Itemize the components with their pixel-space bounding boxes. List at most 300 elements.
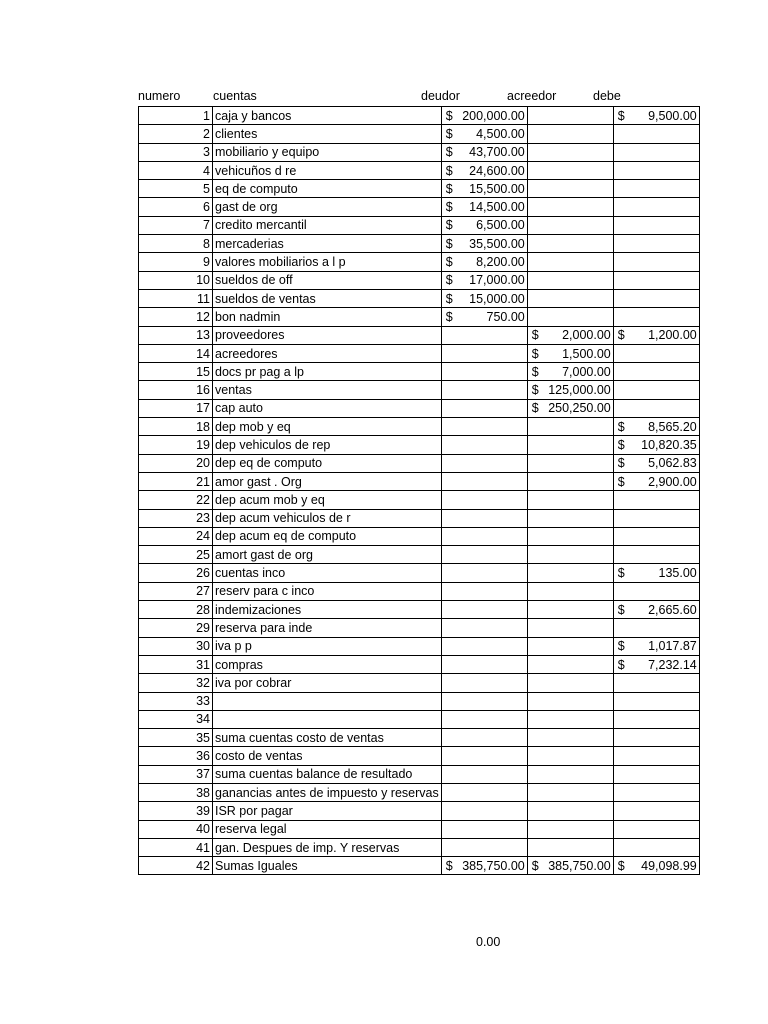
cell-numero[interactable]: 14 bbox=[139, 344, 213, 362]
cell-acreedor[interactable] bbox=[527, 253, 613, 271]
cell-debe[interactable] bbox=[613, 783, 699, 801]
cell-acreedor[interactable] bbox=[527, 107, 613, 125]
cell-debe[interactable] bbox=[613, 271, 699, 289]
cell-deudor[interactable] bbox=[441, 289, 527, 307]
amount-value: 2,665.60 bbox=[648, 602, 697, 617]
cell-deudor[interactable] bbox=[441, 619, 527, 637]
table-row bbox=[139, 601, 700, 619]
cell-deudor[interactable] bbox=[441, 472, 527, 490]
currency-symbol: $ bbox=[617, 328, 625, 343]
cell-debe[interactable] bbox=[613, 802, 699, 820]
cell-cuenta[interactable]: reserva legal bbox=[213, 820, 442, 838]
header-numero: numero bbox=[138, 89, 181, 103]
cell-debe[interactable] bbox=[613, 692, 699, 710]
cell-debe[interactable] bbox=[613, 564, 699, 582]
cell-acreedor[interactable] bbox=[527, 655, 613, 673]
cell-debe[interactable] bbox=[613, 143, 699, 161]
table-row bbox=[139, 289, 700, 307]
cell-debe[interactable] bbox=[613, 747, 699, 765]
cell-numero[interactable]: 8 bbox=[139, 235, 213, 253]
cell-deudor[interactable] bbox=[441, 125, 527, 143]
cell-acreedor[interactable] bbox=[527, 619, 613, 637]
cell-deudor[interactable] bbox=[441, 674, 527, 692]
cell-deudor[interactable] bbox=[441, 308, 527, 326]
cell-debe[interactable] bbox=[613, 198, 699, 216]
cell-acreedor[interactable] bbox=[527, 344, 613, 362]
cell-numero[interactable]: 10 bbox=[139, 271, 213, 289]
cell-numero[interactable]: 6 bbox=[139, 198, 213, 216]
amount-value: 5,062.83 bbox=[648, 456, 697, 471]
cell-deudor[interactable] bbox=[441, 326, 527, 344]
table-row bbox=[139, 180, 700, 198]
cell-acreedor[interactable] bbox=[527, 472, 613, 490]
cell-cuenta[interactable]: mercaderias bbox=[213, 235, 442, 253]
currency-symbol: $ bbox=[445, 291, 453, 306]
cell-deudor[interactable] bbox=[441, 235, 527, 253]
cell-debe[interactable] bbox=[613, 765, 699, 783]
cell-cuenta[interactable]: iva por cobrar bbox=[213, 674, 442, 692]
cell-numero[interactable]: 24 bbox=[139, 527, 213, 545]
cell-cuenta[interactable]: compras bbox=[213, 655, 442, 673]
cell-deudor[interactable] bbox=[441, 381, 527, 399]
cell-cuenta[interactable]: dep vehiculos de rep bbox=[213, 436, 442, 454]
header-acreedor: acreedor bbox=[507, 89, 557, 103]
cell-cuenta[interactable]: cap auto bbox=[213, 399, 442, 417]
currency-symbol: $ bbox=[617, 639, 625, 654]
cell-numero[interactable]: 36 bbox=[139, 747, 213, 765]
cell-acreedor[interactable] bbox=[527, 674, 613, 692]
table-row bbox=[139, 418, 700, 436]
cell-deudor[interactable] bbox=[441, 783, 527, 801]
cell-deudor[interactable] bbox=[441, 418, 527, 436]
cell-numero[interactable]: 42 bbox=[139, 857, 213, 875]
amount-value: 14,500.00 bbox=[469, 200, 525, 215]
cell-cuenta[interactable]: ventas bbox=[213, 381, 442, 399]
amount-value: 2,000.00 bbox=[562, 328, 611, 343]
currency-symbol: $ bbox=[445, 181, 453, 196]
cell-debe[interactable] bbox=[613, 582, 699, 600]
cell-acreedor[interactable] bbox=[527, 436, 613, 454]
cell-acreedor[interactable] bbox=[527, 363, 613, 381]
cell-cuenta[interactable]: credito mercantil bbox=[213, 216, 442, 234]
amount-value: 385,750.00 bbox=[548, 858, 611, 873]
cell-deudor[interactable] bbox=[441, 253, 527, 271]
cell-deudor[interactable] bbox=[441, 820, 527, 838]
currency-symbol: $ bbox=[617, 108, 625, 123]
table-row bbox=[139, 235, 700, 253]
cell-numero[interactable]: 7 bbox=[139, 216, 213, 234]
table-row bbox=[139, 637, 700, 655]
currency-symbol: $ bbox=[445, 858, 453, 873]
cell-cuenta[interactable]: amor gast . Org bbox=[213, 472, 442, 490]
cell-deudor[interactable] bbox=[441, 838, 527, 856]
cell-cuenta[interactable]: clientes bbox=[213, 125, 442, 143]
table-row bbox=[139, 107, 700, 125]
currency-symbol: $ bbox=[617, 657, 625, 672]
cell-deudor[interactable] bbox=[441, 363, 527, 381]
cell-acreedor[interactable] bbox=[527, 802, 613, 820]
cell-cuenta[interactable]: valores mobiliarios a l p bbox=[213, 253, 442, 271]
cell-acreedor[interactable] bbox=[527, 381, 613, 399]
cell-debe[interactable] bbox=[613, 729, 699, 747]
table-row bbox=[139, 271, 700, 289]
table-row bbox=[139, 527, 700, 545]
cell-numero[interactable]: 17 bbox=[139, 399, 213, 417]
table-row bbox=[139, 564, 700, 582]
cell-acreedor[interactable] bbox=[527, 399, 613, 417]
amount-value: 125,000.00 bbox=[548, 383, 611, 398]
cell-debe[interactable] bbox=[613, 857, 699, 875]
table-row bbox=[139, 161, 700, 179]
cell-cuenta[interactable]: amort gast de org bbox=[213, 546, 442, 564]
cell-debe[interactable] bbox=[613, 655, 699, 673]
cell-acreedor[interactable] bbox=[527, 838, 613, 856]
cell-cuenta[interactable] bbox=[213, 692, 442, 710]
table-row bbox=[139, 253, 700, 271]
cell-deudor[interactable] bbox=[441, 601, 527, 619]
table-row bbox=[139, 491, 700, 509]
cell-numero[interactable]: 16 bbox=[139, 381, 213, 399]
table-row bbox=[139, 692, 700, 710]
cell-deudor[interactable] bbox=[441, 582, 527, 600]
cell-cuenta[interactable]: proveedores bbox=[213, 326, 442, 344]
cell-acreedor[interactable] bbox=[527, 527, 613, 545]
cell-deudor[interactable] bbox=[441, 107, 527, 125]
cell-cuenta[interactable]: gast de org bbox=[213, 198, 442, 216]
cell-cuenta[interactable]: dep acum eq de computo bbox=[213, 527, 442, 545]
cell-acreedor[interactable] bbox=[527, 710, 613, 728]
table-row bbox=[139, 783, 700, 801]
cell-numero[interactable]: 19 bbox=[139, 436, 213, 454]
table-row bbox=[139, 674, 700, 692]
cell-numero[interactable]: 27 bbox=[139, 582, 213, 600]
cell-deudor[interactable] bbox=[441, 527, 527, 545]
cell-deudor[interactable] bbox=[441, 198, 527, 216]
cell-acreedor[interactable] bbox=[527, 601, 613, 619]
cell-cuenta[interactable]: dep acum mob y eq bbox=[213, 491, 442, 509]
cell-cuenta[interactable]: gan. Despues de imp. Y reservas bbox=[213, 838, 442, 856]
cell-cuenta[interactable]: costo de ventas bbox=[213, 747, 442, 765]
cell-cuenta[interactable]: indemizaciones bbox=[213, 601, 442, 619]
cell-numero[interactable]: 25 bbox=[139, 546, 213, 564]
currency-symbol: $ bbox=[445, 200, 453, 215]
cell-acreedor[interactable] bbox=[527, 216, 613, 234]
amount-value: 35,500.00 bbox=[469, 236, 525, 251]
cell-numero[interactable]: 38 bbox=[139, 783, 213, 801]
cell-deudor[interactable] bbox=[441, 710, 527, 728]
cell-debe[interactable] bbox=[613, 180, 699, 198]
cell-numero[interactable]: 4 bbox=[139, 161, 213, 179]
cell-acreedor[interactable] bbox=[527, 454, 613, 472]
cell-numero[interactable]: 9 bbox=[139, 253, 213, 271]
cell-cuenta[interactable]: dep eq de computo bbox=[213, 454, 442, 472]
cell-deudor[interactable] bbox=[441, 655, 527, 673]
cell-debe[interactable] bbox=[613, 509, 699, 527]
cell-deudor[interactable] bbox=[441, 161, 527, 179]
cell-numero[interactable]: 34 bbox=[139, 710, 213, 728]
cell-acreedor[interactable] bbox=[527, 637, 613, 655]
accounts-table bbox=[138, 106, 700, 875]
cell-deudor[interactable] bbox=[441, 857, 527, 875]
currency-symbol: $ bbox=[445, 218, 453, 233]
cell-debe[interactable] bbox=[613, 125, 699, 143]
cell-debe[interactable] bbox=[613, 235, 699, 253]
cell-deudor[interactable] bbox=[441, 546, 527, 564]
table-row bbox=[139, 326, 700, 344]
cell-numero[interactable]: 2 bbox=[139, 125, 213, 143]
cell-debe[interactable] bbox=[613, 820, 699, 838]
cell-acreedor[interactable] bbox=[527, 491, 613, 509]
table-row bbox=[139, 308, 700, 326]
cell-deudor[interactable] bbox=[441, 509, 527, 527]
cell-debe[interactable] bbox=[613, 344, 699, 362]
cell-cuenta[interactable]: caja y bancos bbox=[213, 107, 442, 125]
cell-deudor[interactable] bbox=[441, 180, 527, 198]
cell-numero[interactable]: 41 bbox=[139, 838, 213, 856]
amount-value: 15,000.00 bbox=[469, 291, 525, 306]
amount-value: 1,017.87 bbox=[648, 639, 697, 654]
currency-symbol: $ bbox=[445, 309, 453, 324]
cell-cuenta[interactable]: acreedores bbox=[213, 344, 442, 362]
column-headers bbox=[138, 88, 673, 106]
currency-symbol: $ bbox=[445, 126, 453, 141]
cell-numero[interactable]: 21 bbox=[139, 472, 213, 490]
cell-cuenta[interactable]: mobiliario y equipo bbox=[213, 143, 442, 161]
currency-symbol: $ bbox=[531, 346, 539, 361]
cell-acreedor[interactable] bbox=[527, 180, 613, 198]
amount-value: 8,200.00 bbox=[476, 255, 525, 270]
currency-symbol: $ bbox=[445, 236, 453, 251]
cell-numero[interactable]: 13 bbox=[139, 326, 213, 344]
cell-numero[interactable]: 12 bbox=[139, 308, 213, 326]
header-cuentas: cuentas bbox=[213, 89, 257, 103]
cell-acreedor[interactable] bbox=[527, 546, 613, 564]
cell-deudor[interactable] bbox=[441, 564, 527, 582]
cell-acreedor[interactable] bbox=[527, 509, 613, 527]
cell-cuenta[interactable]: dep mob y eq bbox=[213, 418, 442, 436]
cell-numero[interactable]: 31 bbox=[139, 655, 213, 673]
amount-value: 750.00 bbox=[486, 309, 525, 324]
cell-cuenta[interactable]: ISR por pagar bbox=[213, 802, 442, 820]
currency-symbol: $ bbox=[445, 255, 453, 270]
amount-value: 4,500.00 bbox=[476, 126, 525, 141]
cell-deudor[interactable] bbox=[441, 216, 527, 234]
cell-deudor[interactable] bbox=[441, 637, 527, 655]
cell-debe[interactable] bbox=[613, 216, 699, 234]
cell-numero[interactable]: 35 bbox=[139, 729, 213, 747]
currency-symbol: $ bbox=[445, 163, 453, 178]
cell-debe[interactable] bbox=[613, 546, 699, 564]
currency-symbol: $ bbox=[531, 401, 539, 416]
cell-deudor[interactable] bbox=[441, 271, 527, 289]
spreadsheet bbox=[138, 88, 700, 875]
cell-debe[interactable] bbox=[613, 454, 699, 472]
table-row bbox=[139, 399, 700, 417]
cell-debe[interactable] bbox=[613, 308, 699, 326]
cell-numero[interactable]: 28 bbox=[139, 601, 213, 619]
currency-symbol: $ bbox=[445, 145, 453, 160]
cell-debe[interactable] bbox=[613, 472, 699, 490]
amount-value: 135.00 bbox=[658, 566, 697, 581]
cell-acreedor[interactable] bbox=[527, 729, 613, 747]
cell-cuenta[interactable]: suma cuentas balance de resultado bbox=[213, 765, 442, 783]
table-row bbox=[139, 747, 700, 765]
table-row bbox=[139, 363, 700, 381]
cell-numero[interactable]: 11 bbox=[139, 289, 213, 307]
footer-value: 0.00 bbox=[476, 935, 501, 949]
cell-numero[interactable]: 3 bbox=[139, 143, 213, 161]
table-row bbox=[139, 143, 700, 161]
cell-debe[interactable] bbox=[613, 326, 699, 344]
cell-debe[interactable] bbox=[613, 363, 699, 381]
cell-numero[interactable]: 18 bbox=[139, 418, 213, 436]
cell-deudor[interactable] bbox=[441, 765, 527, 783]
cell-debe[interactable] bbox=[613, 107, 699, 125]
cell-deudor[interactable] bbox=[441, 747, 527, 765]
cell-cuenta[interactable]: dep acum vehiculos de r bbox=[213, 509, 442, 527]
cell-cuenta[interactable]: docs pr pag a lp bbox=[213, 363, 442, 381]
cell-debe[interactable] bbox=[613, 399, 699, 417]
cell-numero[interactable]: 20 bbox=[139, 454, 213, 472]
cell-acreedor[interactable] bbox=[527, 198, 613, 216]
cell-debe[interactable] bbox=[613, 418, 699, 436]
cell-debe[interactable] bbox=[613, 527, 699, 545]
amount-value: 200,000.00 bbox=[462, 108, 525, 123]
amount-value: 2,900.00 bbox=[648, 474, 697, 489]
cell-acreedor[interactable] bbox=[527, 582, 613, 600]
cell-debe[interactable] bbox=[613, 710, 699, 728]
cell-acreedor[interactable] bbox=[527, 308, 613, 326]
table-row bbox=[139, 802, 700, 820]
cell-cuenta[interactable]: ganancias antes de impuesto y reservas bbox=[213, 783, 442, 801]
cell-deudor[interactable] bbox=[441, 491, 527, 509]
cell-numero[interactable]: 30 bbox=[139, 637, 213, 655]
cell-acreedor[interactable] bbox=[527, 271, 613, 289]
cell-numero[interactable]: 37 bbox=[139, 765, 213, 783]
cell-debe[interactable] bbox=[613, 838, 699, 856]
cell-acreedor[interactable] bbox=[527, 289, 613, 307]
cell-cuenta[interactable]: Sumas Iguales bbox=[213, 857, 442, 875]
cell-acreedor[interactable] bbox=[527, 820, 613, 838]
cell-cuenta[interactable]: cuentas inco bbox=[213, 564, 442, 582]
cell-numero[interactable]: 29 bbox=[139, 619, 213, 637]
cell-cuenta[interactable]: sueldos de off bbox=[213, 271, 442, 289]
cell-numero[interactable]: 26 bbox=[139, 564, 213, 582]
cell-acreedor[interactable] bbox=[527, 783, 613, 801]
cell-cuenta[interactable]: iva p p bbox=[213, 637, 442, 655]
cell-numero[interactable]: 23 bbox=[139, 509, 213, 527]
cell-debe[interactable] bbox=[613, 601, 699, 619]
currency-symbol: $ bbox=[531, 364, 539, 379]
cell-numero[interactable]: 40 bbox=[139, 820, 213, 838]
cell-deudor[interactable] bbox=[441, 399, 527, 417]
table-row bbox=[139, 710, 700, 728]
amount-value: 7,232.14 bbox=[648, 657, 697, 672]
header-debe: debe bbox=[593, 89, 621, 103]
amount-value: 1,500.00 bbox=[562, 346, 611, 361]
table-row bbox=[139, 436, 700, 454]
amount-value: 17,000.00 bbox=[469, 273, 525, 288]
table-row bbox=[139, 472, 700, 490]
cell-numero[interactable]: 39 bbox=[139, 802, 213, 820]
amount-value: 1,200.00 bbox=[648, 328, 697, 343]
cell-debe[interactable] bbox=[613, 436, 699, 454]
cell-numero[interactable]: 33 bbox=[139, 692, 213, 710]
cell-debe[interactable] bbox=[613, 619, 699, 637]
cell-acreedor[interactable] bbox=[527, 765, 613, 783]
cell-numero[interactable]: 1 bbox=[139, 107, 213, 125]
cell-deudor[interactable] bbox=[441, 454, 527, 472]
table-row bbox=[139, 838, 700, 856]
currency-symbol: $ bbox=[445, 273, 453, 288]
table-row bbox=[139, 820, 700, 838]
cell-acreedor[interactable] bbox=[527, 747, 613, 765]
table-row bbox=[139, 381, 700, 399]
cell-cuenta[interactable]: suma cuentas costo de ventas bbox=[213, 729, 442, 747]
currency-symbol: $ bbox=[617, 474, 625, 489]
amount-value: 7,000.00 bbox=[562, 364, 611, 379]
cell-debe[interactable] bbox=[613, 491, 699, 509]
cell-acreedor[interactable] bbox=[527, 125, 613, 143]
table-row bbox=[139, 857, 700, 875]
table-row bbox=[139, 125, 700, 143]
amount-value: 15,500.00 bbox=[469, 181, 525, 196]
cell-cuenta[interactable]: sueldos de ventas bbox=[213, 289, 442, 307]
amount-value: 49,098.99 bbox=[641, 858, 697, 873]
cell-debe[interactable] bbox=[613, 253, 699, 271]
amount-value: 10,820.35 bbox=[641, 437, 697, 452]
table-row bbox=[139, 546, 700, 564]
cell-acreedor[interactable] bbox=[527, 692, 613, 710]
cell-cuenta[interactable]: eq de computo bbox=[213, 180, 442, 198]
cell-deudor[interactable] bbox=[441, 143, 527, 161]
cell-numero[interactable]: 22 bbox=[139, 491, 213, 509]
cell-acreedor[interactable] bbox=[527, 418, 613, 436]
cell-cuenta[interactable]: reserv para c inco bbox=[213, 582, 442, 600]
cell-acreedor[interactable] bbox=[527, 564, 613, 582]
cell-debe[interactable] bbox=[613, 381, 699, 399]
cell-cuenta[interactable]: bon nadmin bbox=[213, 308, 442, 326]
cell-deudor[interactable] bbox=[441, 692, 527, 710]
cell-debe[interactable] bbox=[613, 674, 699, 692]
amount-value: 6,500.00 bbox=[476, 218, 525, 233]
cell-deudor[interactable] bbox=[441, 344, 527, 362]
cell-deudor[interactable] bbox=[441, 729, 527, 747]
cell-numero[interactable]: 15 bbox=[139, 363, 213, 381]
cell-acreedor[interactable] bbox=[527, 143, 613, 161]
cell-numero[interactable]: 5 bbox=[139, 180, 213, 198]
cell-numero[interactable]: 32 bbox=[139, 674, 213, 692]
cell-debe[interactable] bbox=[613, 289, 699, 307]
table-row bbox=[139, 216, 700, 234]
currency-symbol: $ bbox=[531, 328, 539, 343]
amount-value: 250,250.00 bbox=[548, 401, 611, 416]
cell-deudor[interactable] bbox=[441, 436, 527, 454]
cell-debe[interactable] bbox=[613, 637, 699, 655]
currency-symbol: $ bbox=[617, 602, 625, 617]
cell-acreedor[interactable] bbox=[527, 326, 613, 344]
cell-acreedor[interactable] bbox=[527, 857, 613, 875]
cell-deudor[interactable] bbox=[441, 802, 527, 820]
cell-cuenta[interactable]: reserva para inde bbox=[213, 619, 442, 637]
table-row bbox=[139, 582, 700, 600]
cell-acreedor[interactable] bbox=[527, 235, 613, 253]
cell-cuenta[interactable]: vehicuños d re bbox=[213, 161, 442, 179]
cell-acreedor[interactable] bbox=[527, 161, 613, 179]
table-row bbox=[139, 619, 700, 637]
cell-cuenta[interactable] bbox=[213, 710, 442, 728]
cell-debe[interactable] bbox=[613, 161, 699, 179]
